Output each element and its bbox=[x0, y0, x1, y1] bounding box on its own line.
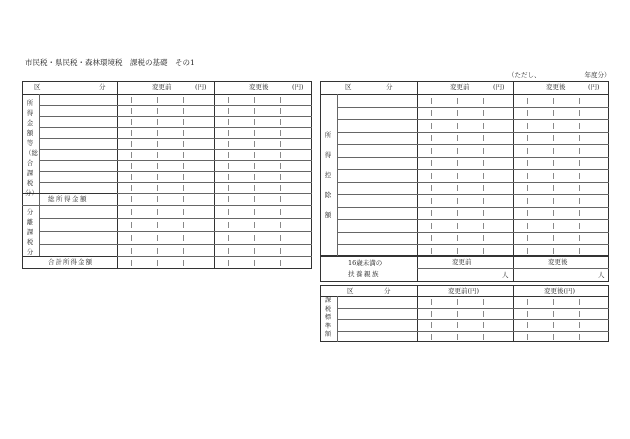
digit-separator bbox=[457, 173, 458, 179]
digit-separator bbox=[527, 311, 528, 317]
digit-separator bbox=[553, 185, 554, 191]
digit-separator bbox=[280, 222, 281, 228]
income-header-kubun: 区 bbox=[34, 83, 41, 91]
digit-separator bbox=[183, 248, 184, 254]
grid-line bbox=[117, 205, 312, 206]
digit-separator bbox=[254, 119, 255, 125]
digit-separator bbox=[579, 135, 580, 141]
digit-separator bbox=[483, 185, 484, 191]
digit-separator bbox=[157, 222, 158, 228]
dependents-label-line2: 扶養親族 bbox=[348, 270, 380, 278]
digit-separator bbox=[457, 160, 458, 166]
digit-separator bbox=[553, 160, 554, 166]
digit-separator bbox=[483, 299, 484, 305]
digit-separator bbox=[131, 141, 132, 147]
digit-separator bbox=[431, 223, 432, 229]
grid-line bbox=[39, 105, 312, 106]
digit-separator bbox=[228, 108, 229, 114]
grid-line bbox=[39, 218, 312, 219]
fiscal-year-note bbox=[508, 70, 611, 79]
grid-line bbox=[337, 144, 609, 145]
digit-separator bbox=[553, 322, 554, 328]
digit-separator bbox=[254, 141, 255, 147]
grid-line bbox=[337, 219, 609, 220]
grid-line bbox=[337, 182, 609, 183]
digit-separator bbox=[183, 174, 184, 180]
digit-separator bbox=[254, 209, 255, 215]
digit-separator bbox=[553, 235, 554, 241]
digit-separator bbox=[527, 160, 528, 166]
digit-separator bbox=[254, 130, 255, 136]
digit-separator bbox=[131, 222, 132, 228]
digit-separator bbox=[131, 235, 132, 241]
income-table bbox=[22, 81, 312, 269]
digit-separator bbox=[457, 110, 458, 116]
standard-header-before: 変更前(円) bbox=[448, 287, 480, 295]
digit-separator bbox=[579, 123, 580, 129]
digit-separator bbox=[183, 163, 184, 169]
digit-separator bbox=[579, 322, 580, 328]
grid-line bbox=[337, 132, 609, 133]
digit-separator bbox=[431, 160, 432, 166]
digit-separator bbox=[157, 130, 158, 136]
digit-separator bbox=[431, 248, 432, 254]
digit-separator bbox=[157, 163, 158, 169]
digit-separator bbox=[431, 322, 432, 328]
digit-separator bbox=[457, 210, 458, 216]
digit-separator bbox=[483, 98, 484, 104]
grid-line bbox=[39, 160, 312, 161]
digit-separator bbox=[280, 209, 281, 215]
digit-separator bbox=[527, 210, 528, 216]
standard-side-label: 課税標準額 bbox=[324, 297, 332, 338]
digit-separator bbox=[254, 97, 255, 103]
digit-separator bbox=[254, 152, 255, 158]
deduction-header-after-unit: (円) bbox=[588, 83, 600, 91]
digit-separator bbox=[579, 173, 580, 179]
digit-separator bbox=[183, 130, 184, 136]
digit-separator bbox=[431, 135, 432, 141]
digit-separator bbox=[280, 248, 281, 254]
digit-separator bbox=[483, 135, 484, 141]
digit-separator bbox=[157, 108, 158, 114]
digit-separator bbox=[131, 119, 132, 125]
digit-separator bbox=[228, 260, 229, 266]
digit-separator bbox=[157, 248, 158, 254]
digit-separator bbox=[131, 152, 132, 158]
income-header-after: 変更後 bbox=[249, 83, 269, 91]
digit-separator bbox=[457, 185, 458, 191]
digit-separator bbox=[228, 119, 229, 125]
fiscal-year-note-open: （ただし、 bbox=[508, 71, 541, 79]
digit-separator bbox=[553, 311, 554, 317]
digit-separator bbox=[457, 299, 458, 305]
digit-separator bbox=[527, 135, 528, 141]
digit-separator bbox=[183, 196, 184, 202]
digit-separator bbox=[157, 209, 158, 215]
total-income-label: 総所得金額 bbox=[48, 195, 88, 203]
digit-separator bbox=[431, 98, 432, 104]
digit-separator bbox=[254, 108, 255, 114]
digit-separator bbox=[280, 174, 281, 180]
digit-separator bbox=[457, 135, 458, 141]
digit-separator bbox=[280, 130, 281, 136]
digit-separator bbox=[431, 299, 432, 305]
digit-separator bbox=[579, 160, 580, 166]
digit-separator bbox=[483, 198, 484, 204]
digit-separator bbox=[228, 97, 229, 103]
digit-separator bbox=[131, 108, 132, 114]
digit-separator bbox=[228, 196, 229, 202]
digit-separator bbox=[579, 210, 580, 216]
dependents-unit-after: 人 bbox=[598, 271, 605, 279]
document-title: 市民税・県民税・森林環境税 課税の基礎 その1 bbox=[25, 58, 195, 67]
grid-line bbox=[39, 231, 312, 232]
digit-separator bbox=[457, 235, 458, 241]
grid-line bbox=[337, 107, 609, 108]
digit-separator bbox=[483, 322, 484, 328]
grid-line bbox=[39, 182, 312, 183]
digit-separator bbox=[553, 148, 554, 154]
digit-separator bbox=[527, 223, 528, 229]
digit-separator bbox=[431, 123, 432, 129]
grid-line bbox=[39, 127, 312, 128]
deduction-header-kubun: 区 bbox=[345, 83, 352, 91]
digit-separator bbox=[579, 98, 580, 104]
digit-separator bbox=[527, 334, 528, 340]
digit-separator bbox=[431, 311, 432, 317]
digit-separator bbox=[457, 311, 458, 317]
digit-separator bbox=[527, 198, 528, 204]
digit-separator bbox=[228, 152, 229, 158]
digit-separator bbox=[157, 152, 158, 158]
digit-separator bbox=[431, 185, 432, 191]
digit-separator bbox=[553, 110, 554, 116]
grid-line bbox=[39, 116, 312, 117]
digit-separator bbox=[254, 163, 255, 169]
digit-separator bbox=[280, 163, 281, 169]
digit-separator bbox=[183, 141, 184, 147]
digit-separator bbox=[579, 148, 580, 154]
digit-separator bbox=[579, 299, 580, 305]
digit-separator bbox=[183, 260, 184, 266]
digit-separator bbox=[183, 108, 184, 114]
digit-separator bbox=[527, 123, 528, 129]
digit-separator bbox=[457, 198, 458, 204]
digit-separator bbox=[254, 174, 255, 180]
digit-separator bbox=[228, 185, 229, 191]
digit-separator bbox=[483, 223, 484, 229]
digit-separator bbox=[579, 110, 580, 116]
digit-separator bbox=[483, 148, 484, 154]
deduction-header-before: 変更前 bbox=[450, 83, 470, 91]
digit-separator bbox=[157, 235, 158, 241]
digit-separator bbox=[131, 130, 132, 136]
income-header-before-unit: (円) bbox=[195, 83, 207, 91]
digit-separator bbox=[527, 322, 528, 328]
digit-separator bbox=[254, 235, 255, 241]
digit-separator bbox=[157, 174, 158, 180]
digit-separator bbox=[527, 235, 528, 241]
income-header-after-unit: (円) bbox=[292, 83, 304, 91]
digit-separator bbox=[431, 334, 432, 340]
digit-separator bbox=[183, 152, 184, 158]
digit-separator bbox=[483, 334, 484, 340]
digit-separator bbox=[131, 163, 132, 169]
digit-separator bbox=[553, 135, 554, 141]
digit-separator bbox=[157, 196, 158, 202]
digit-separator bbox=[280, 141, 281, 147]
digit-separator bbox=[157, 97, 158, 103]
digit-separator bbox=[131, 248, 132, 254]
separate-tax-side-label: 分離課税分 bbox=[26, 208, 34, 256]
digit-separator bbox=[457, 322, 458, 328]
digit-separator bbox=[280, 260, 281, 266]
grid-line bbox=[337, 308, 609, 309]
digit-separator bbox=[254, 185, 255, 191]
digit-separator bbox=[579, 185, 580, 191]
digit-separator bbox=[228, 209, 229, 215]
digit-separator bbox=[553, 223, 554, 229]
digit-separator bbox=[483, 210, 484, 216]
digit-separator bbox=[431, 173, 432, 179]
digit-separator bbox=[457, 123, 458, 129]
digit-separator bbox=[183, 185, 184, 191]
digit-separator bbox=[280, 97, 281, 103]
grid-line bbox=[337, 157, 609, 158]
grid-line bbox=[337, 319, 609, 320]
digit-separator bbox=[527, 248, 528, 254]
digit-separator bbox=[431, 235, 432, 241]
digit-separator bbox=[131, 209, 132, 215]
digit-separator bbox=[483, 235, 484, 241]
digit-separator bbox=[483, 173, 484, 179]
digit-separator bbox=[553, 173, 554, 179]
digit-separator bbox=[483, 311, 484, 317]
digit-separator bbox=[431, 110, 432, 116]
digit-separator bbox=[254, 260, 255, 266]
deduction-header-bun: 分 bbox=[386, 83, 393, 91]
digit-separator bbox=[254, 248, 255, 254]
grid-line bbox=[39, 244, 312, 245]
grid-line bbox=[39, 138, 312, 139]
digit-separator bbox=[431, 198, 432, 204]
grid-line bbox=[337, 232, 609, 233]
digit-separator bbox=[483, 248, 484, 254]
digit-separator bbox=[228, 235, 229, 241]
grid-line bbox=[39, 149, 312, 150]
deduction-header-before-unit: (円) bbox=[493, 83, 505, 91]
standard-header-after: 変更後(円) bbox=[544, 287, 576, 295]
digit-separator bbox=[131, 174, 132, 180]
digit-separator bbox=[228, 248, 229, 254]
dependents-unit-before: 人 bbox=[502, 271, 509, 279]
digit-separator bbox=[131, 260, 132, 266]
digit-separator bbox=[254, 196, 255, 202]
dependents-header-after: 変更後 bbox=[548, 258, 568, 266]
digit-separator bbox=[579, 311, 580, 317]
income-side-label: 所得金額等（総合課税分） bbox=[25, 99, 38, 197]
digit-separator bbox=[457, 98, 458, 104]
digit-separator bbox=[457, 334, 458, 340]
digit-separator bbox=[579, 334, 580, 340]
grid-line bbox=[39, 171, 312, 172]
digit-separator bbox=[527, 299, 528, 305]
standard-header-bun: 分 bbox=[384, 287, 391, 295]
digit-separator bbox=[183, 209, 184, 215]
digit-separator bbox=[157, 260, 158, 266]
digit-separator bbox=[183, 119, 184, 125]
grid-line bbox=[117, 256, 312, 257]
digit-separator bbox=[579, 248, 580, 254]
digit-separator bbox=[457, 223, 458, 229]
dependents-label-line1: 16歳未満の bbox=[348, 259, 383, 267]
digit-separator bbox=[228, 163, 229, 169]
digit-separator bbox=[579, 223, 580, 229]
digit-separator bbox=[553, 299, 554, 305]
digit-separator bbox=[527, 110, 528, 116]
digit-separator bbox=[431, 210, 432, 216]
income-header-before: 変更前 bbox=[152, 83, 172, 91]
income-header-bun: 分 bbox=[99, 83, 106, 91]
grid-line bbox=[337, 207, 609, 208]
digit-separator bbox=[431, 148, 432, 154]
digit-separator bbox=[157, 185, 158, 191]
grid-line bbox=[117, 193, 312, 194]
grid-line bbox=[337, 119, 609, 120]
digit-separator bbox=[131, 185, 132, 191]
digit-separator bbox=[183, 97, 184, 103]
digit-separator bbox=[527, 98, 528, 104]
digit-separator bbox=[280, 108, 281, 114]
grid-line bbox=[337, 331, 609, 332]
digit-separator bbox=[183, 235, 184, 241]
digit-separator bbox=[228, 141, 229, 147]
digit-separator bbox=[553, 198, 554, 204]
digit-separator bbox=[280, 185, 281, 191]
combined-total-income-label: 合計所得金額 bbox=[48, 258, 93, 266]
digit-separator bbox=[483, 110, 484, 116]
digit-separator bbox=[254, 222, 255, 228]
digit-separator bbox=[183, 222, 184, 228]
digit-separator bbox=[553, 210, 554, 216]
digit-separator bbox=[579, 198, 580, 204]
digit-separator bbox=[527, 185, 528, 191]
digit-separator bbox=[483, 123, 484, 129]
digit-separator bbox=[280, 196, 281, 202]
digit-separator bbox=[457, 148, 458, 154]
digit-separator bbox=[579, 235, 580, 241]
deduction-header-after: 変更後 bbox=[546, 83, 566, 91]
digit-separator bbox=[228, 174, 229, 180]
digit-separator bbox=[131, 97, 132, 103]
deduction-side-label: 所得控除額 bbox=[324, 131, 332, 219]
grid-line bbox=[337, 194, 609, 195]
digit-separator bbox=[131, 196, 132, 202]
digit-separator bbox=[280, 119, 281, 125]
digit-separator bbox=[553, 123, 554, 129]
digit-separator bbox=[280, 152, 281, 158]
grid-line bbox=[337, 244, 609, 245]
digit-separator bbox=[280, 235, 281, 241]
digit-separator bbox=[157, 141, 158, 147]
grid-line bbox=[337, 169, 609, 170]
digit-separator bbox=[483, 160, 484, 166]
digit-separator bbox=[228, 130, 229, 136]
digit-separator bbox=[553, 98, 554, 104]
digit-separator bbox=[527, 173, 528, 179]
fiscal-year-note-close: 年度分） bbox=[584, 71, 611, 79]
dependents-header-before: 変更前 bbox=[452, 258, 472, 266]
digit-separator bbox=[157, 119, 158, 125]
standard-header-kubun: 区 bbox=[347, 287, 354, 295]
digit-separator bbox=[553, 334, 554, 340]
digit-separator bbox=[527, 148, 528, 154]
digit-separator bbox=[457, 248, 458, 254]
digit-separator bbox=[553, 248, 554, 254]
digit-separator bbox=[228, 222, 229, 228]
